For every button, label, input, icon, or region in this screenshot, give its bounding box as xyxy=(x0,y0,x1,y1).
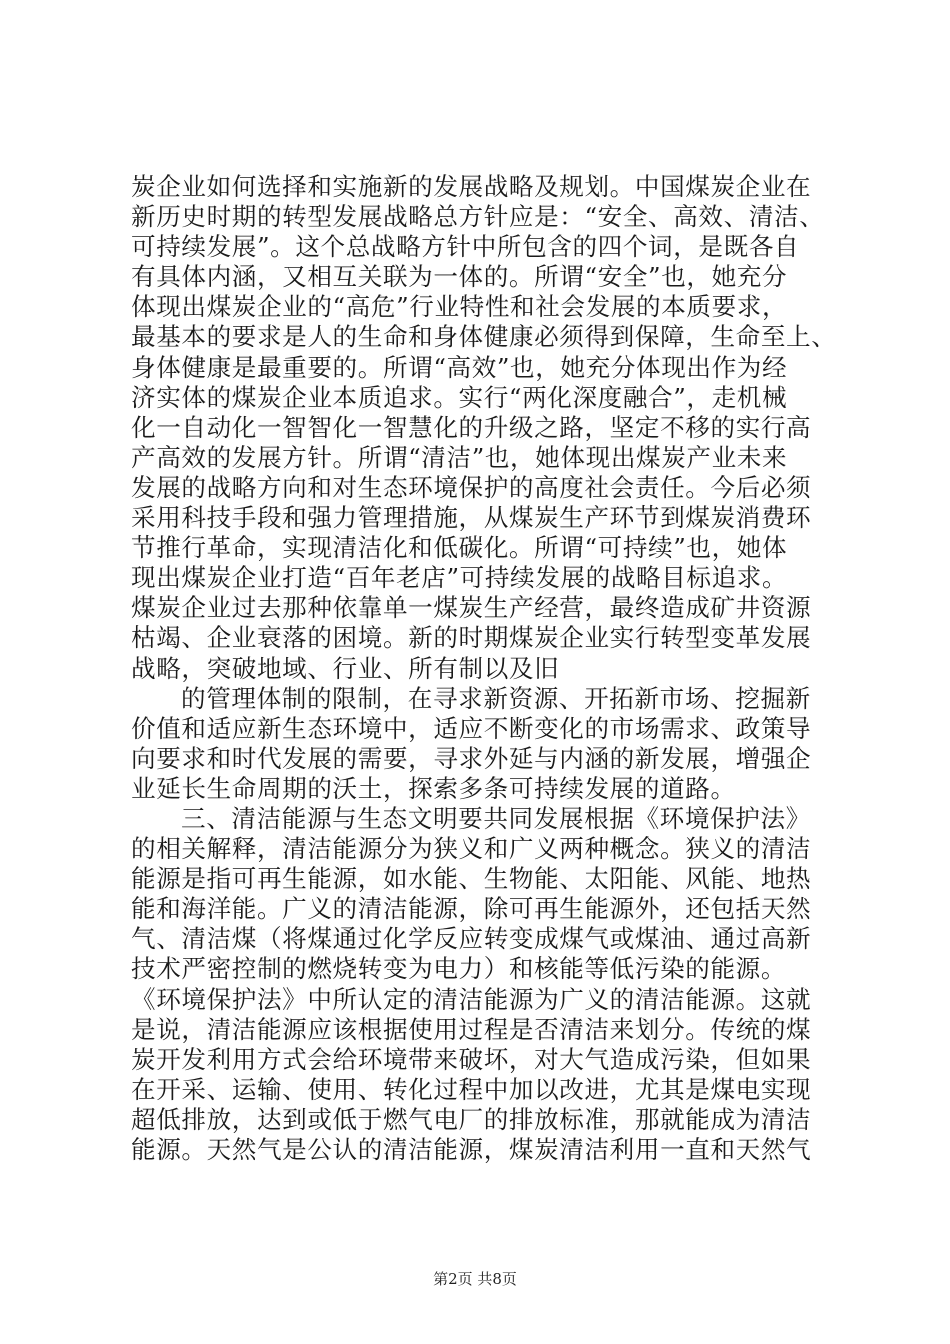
text-line: 最基本的要求是人的生命和身体健康必须得到保障，生命至上、 xyxy=(131,322,837,352)
text-line: 在开采、运输、使用、转化过程中加以改进，尤其是煤电实现 xyxy=(131,1074,812,1104)
text-line: 发展的战略方向和对生态环境保护的高度社会责任。今后必须 xyxy=(131,472,812,502)
text-line: 化一自动化一智智化一智慧化的升级之路，坚定不移的实行高 xyxy=(131,412,812,442)
text-line: 枯竭、企业衰落的困境。新的时期煤炭企业实行转型变革发展 xyxy=(131,623,812,653)
text-line: 体现出煤炭企业的“高危”行业特性和社会发展的本质要求， xyxy=(131,292,788,322)
text-line: 的相关解释，清洁能源分为狭义和广义两种概念。狭义的清洁 xyxy=(131,834,812,864)
page-number-footer: 第2页 共8页 xyxy=(433,1270,517,1288)
text-line: 炭开发利用方式会给环境带来破坏，对大气造成污染，但如果 xyxy=(131,1044,812,1074)
text-line: 技术严密控制的燃烧转变为电力）和核能等低污染的能源。 xyxy=(131,954,787,984)
text-line: 《环境保护法》中所认定的清洁能源为广义的清洁能源。这就 xyxy=(131,984,812,1014)
text-line: 能源是指可再生能源，如水能、生物能、太阳能、风能、地热 xyxy=(131,864,812,894)
text-line: 能源。天然气是公认的清洁能源，煤炭清洁利用一直和天然气 xyxy=(131,1135,812,1164)
text-line: 炭企业如何选择和实施新的发展战略及规划。中国煤炭企业在 xyxy=(131,172,812,201)
text-line: 向要求和时代发展的需要，寻求外延与内涵的新发展，增强企 xyxy=(131,743,812,773)
body-text xyxy=(131,172,837,1165)
section-heading-line: 三、清洁能源与生态文明要共同发展根据《环境保护法》 xyxy=(181,803,811,833)
text-line: 超低排放，达到或低于燃气电厂的排放标准，那就能成为清洁 xyxy=(131,1104,812,1134)
text-line: 战略，突破地域、行业、所有制以及旧 xyxy=(131,653,560,683)
text-line: 可持续发展”。这个总战略方针中所包含的四个词，是既各自 xyxy=(131,232,800,262)
text-line: 煤炭企业过去那种依靠单一煤炭生产经营，最终造成矿井资源 xyxy=(131,593,812,623)
text-line: 能和海洋能。广义的清洁能源，除可再生能源外，还包括天然 xyxy=(131,894,812,924)
text-line: 气、清洁煤（将煤通过化学反应转变成煤气或煤油、通过高新 xyxy=(131,924,812,954)
text-line: 有具体内涵，又相互关联为一体的。所谓“安全”也，她充分 xyxy=(131,262,788,292)
text-line: 济实体的煤炭企业本质追求。实行“两化深度融合”，走机械 xyxy=(131,382,788,412)
text-line: 采用科技手段和强力管理措施，从煤炭生产环节到煤炭消费环 xyxy=(131,503,812,533)
text-line: 节推行革命，实现清洁化和低碳化。所谓“可持续”也，她体 xyxy=(131,533,788,563)
text-line: 业延长生命周期的沃土，探索多条可持续发展的道路。 xyxy=(131,773,736,803)
text-line: 是说，清洁能源应该根据使用过程是否清洁来划分。传统的煤 xyxy=(131,1014,812,1044)
text-line: 现出煤炭企业打造“百年老店”可持续发展的战略目标追求。 xyxy=(131,563,788,593)
text-line: 价值和适应新生态环境中，适应不断变化的市场需求、政策导 xyxy=(131,713,812,743)
text-line: 新历史时期的转型发展战略总方针应是：“安全、高效、清洁、 xyxy=(131,202,825,232)
text-line: 产高效的发展方针。所谓“清洁”也，她体现出煤炭产业未来 xyxy=(131,442,788,472)
text-line: 身体健康是最重要的。所谓“高效”也，她充分体现出作为经 xyxy=(131,352,788,382)
text-line: 的管理体制的限制，在寻求新资源、开拓新市场、挖掘新 xyxy=(181,683,811,713)
